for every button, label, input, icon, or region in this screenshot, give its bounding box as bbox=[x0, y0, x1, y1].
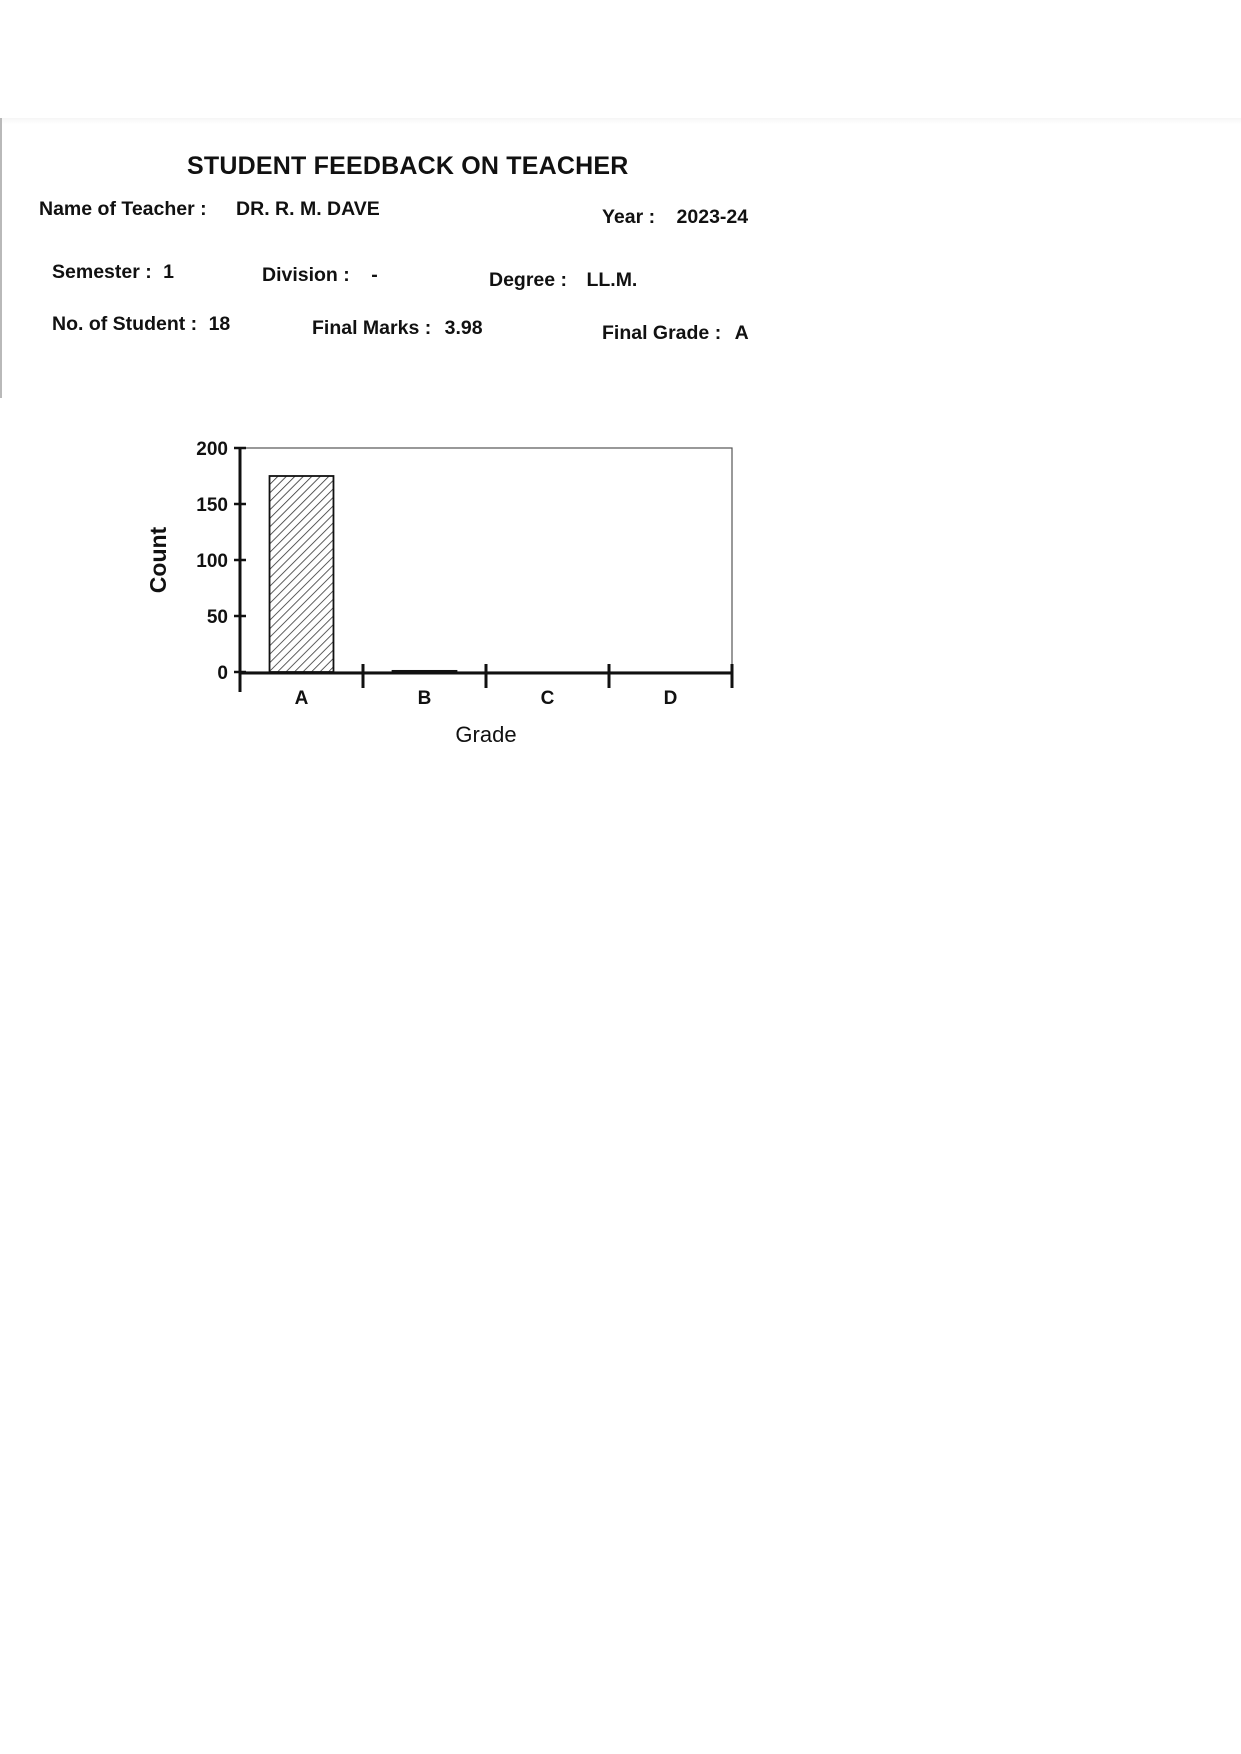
division-label: Division : bbox=[262, 264, 350, 286]
y-axis-title: Count bbox=[145, 526, 171, 594]
x-tick-label: C bbox=[540, 688, 555, 709]
x-tick-label: A bbox=[294, 688, 309, 709]
degree-field bbox=[489, 269, 637, 292]
degree-value: LL.M. bbox=[586, 269, 638, 291]
teacher-label: Name of Teacher : bbox=[39, 198, 207, 220]
year-value: 2023-24 bbox=[676, 206, 749, 228]
teacher-value: DR. R. M. DAVE bbox=[236, 198, 380, 220]
students-label: No. of Student : bbox=[52, 313, 198, 335]
semester-label: Semester : bbox=[52, 261, 152, 283]
bar-a bbox=[270, 476, 334, 672]
final-grade-label: Final Grade : bbox=[602, 322, 722, 344]
y-tick-label: 100 bbox=[196, 551, 228, 572]
final-marks-label: Final Marks : bbox=[312, 317, 432, 339]
year-label: Year : bbox=[602, 206, 656, 228]
final-grade-value: A bbox=[734, 322, 749, 344]
x-tick-label: D bbox=[663, 688, 678, 709]
grade-bar-chart bbox=[140, 410, 760, 765]
final-grade-field bbox=[602, 322, 749, 345]
x-axis-title: Grade bbox=[455, 722, 517, 747]
final-marks-value: 3.98 bbox=[444, 317, 483, 339]
semester-field bbox=[52, 261, 174, 284]
semester-value: 1 bbox=[163, 261, 174, 283]
y-tick-label: 50 bbox=[206, 607, 228, 628]
students-value: 18 bbox=[208, 313, 231, 335]
grade-chart bbox=[140, 410, 760, 765]
teacher-field bbox=[39, 198, 380, 221]
division-value: - bbox=[371, 264, 378, 286]
x-tick-label: B bbox=[417, 688, 432, 709]
students-field bbox=[52, 313, 230, 336]
final-marks-field bbox=[312, 317, 483, 340]
y-tick-label: 150 bbox=[196, 495, 228, 516]
report-title: STUDENT FEEDBACK ON TEACHER bbox=[187, 152, 629, 180]
y-tick-label: 200 bbox=[196, 439, 228, 460]
y-tick-label: 0 bbox=[217, 663, 228, 684]
scan-shadow bbox=[0, 118, 1241, 124]
scan-edge-mark bbox=[0, 118, 2, 398]
year-field bbox=[602, 206, 748, 229]
bar-b bbox=[393, 671, 457, 672]
degree-label: Degree : bbox=[489, 269, 568, 291]
division-field bbox=[262, 264, 378, 287]
